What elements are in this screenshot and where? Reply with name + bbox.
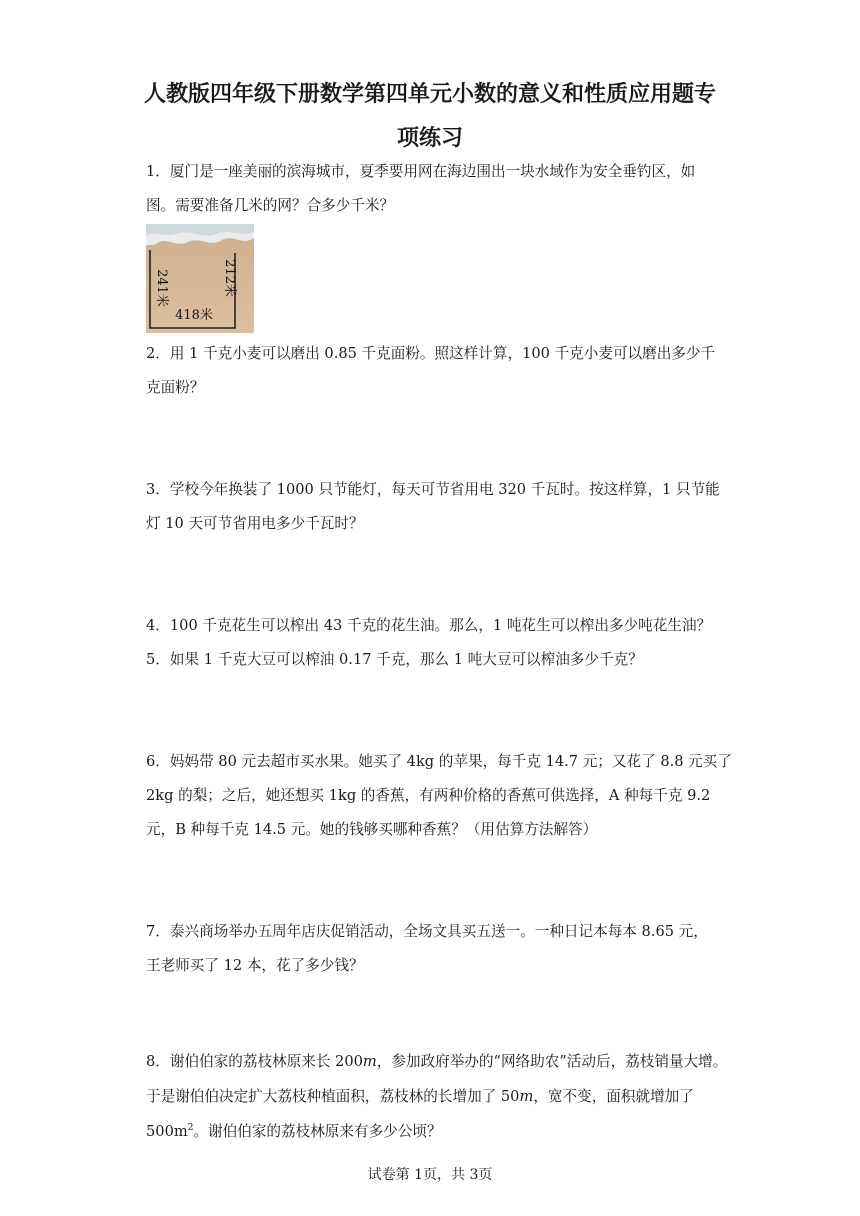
left-side-label: 241米 [154,269,169,307]
fishing-area-diagram [146,224,254,333]
question-8-line-2 [146,1087,726,1107]
page-footer: 试卷第 1页，共 3页 [367,1167,493,1183]
square-superscript: 2 [187,1123,194,1133]
question-2-line-2: 克面粉？ [146,379,205,396]
question-2-line-1: 2．用 1 千克小麦可以磨出 0.85 千克面粉。照这样计算，100 千克小麦可以磨出多少千 [146,345,716,362]
question-5-line-1: 5．如果 1 千克大豆可以榨油 0.17 千克，那么 1 吨大豆可以榨油多少千克？ [146,651,643,668]
bottom-side-label: 418米 [175,308,213,323]
question-6-line-1: 6．妈妈带 80 元去超市买水果。她买了 4kg 的苹果，每千克 14.7 元；又花了 8.8 元买了 [146,753,732,770]
question-8-line-2-text-a: 于是谢伯伯决定扩大荔枝种植面积，荔枝林的长增加了 50 [146,1088,520,1105]
question-8-line-2-text-b: ，宽不变，面积就增加了 [533,1088,694,1105]
right-side-label: 212米 [222,259,237,297]
fishing-area-figure [146,224,254,333]
page-title-line-1: 人教版四年级下册数学第四单元小数的意义和性质应用题专 [143,82,716,107]
question-7-line-2: 王老师买了 12 本，花了多少钱？ [146,957,364,974]
question-8-line-1-text-a: 8．谢伯伯家的荔枝林原来长 200 [146,1053,363,1070]
meter-unit: m [362,1053,377,1070]
question-1-line-1: 1．厦门是一座美丽的滨海城市，夏季要用网在海边围出一块水域作为安全垂钓区，如 [146,163,696,180]
page-title-line-2: 项练习 [396,126,463,151]
question-3-line-2: 灯 10 天可节省用电多少千瓦时？ [146,515,364,532]
question-8-line-1 [146,1052,726,1072]
question-6-line-3: 元，B 种每千克 14.5 元。她的钱够买哪种香蕉？（用估算方法解答） [146,821,598,838]
question-4-line-1: 4．100 千克花生可以榨出 43 千克的花生油。那么，1 吨花生可以榨出多少吨花生油？ [146,617,712,634]
question-3-line-1: 3．学校今年换装了 1000 只节能灯，每天可节省用电 320 千瓦时。按这样算，1 只节能 [146,481,720,498]
question-1-line-2: 图。需要准备几米的网？合多少千米？ [146,197,395,214]
question-8-line-1-text-b: ，参加政府举办的“网络助农”活动后，荔枝销量大增。 [376,1053,728,1070]
question-7-line-1: 7．泰兴商场举办五周年店庆促销活动，全场文具买五送一。一种日记本每本 8.65 元， [146,923,708,940]
question-8-line-3-text-a: 500m [146,1123,188,1140]
question-8-line-3-text-b: 。谢伯伯家的荔枝林原来有多少公顷？ [193,1123,442,1140]
question-6-line-2: 2kg 的梨；之后，她还想买 1kg 的香蕉，有两种价格的香蕉可供选择，A 种每千克 9.2 [146,787,711,804]
question-8-line-3 [146,1122,726,1142]
meter-unit: m [519,1088,534,1105]
